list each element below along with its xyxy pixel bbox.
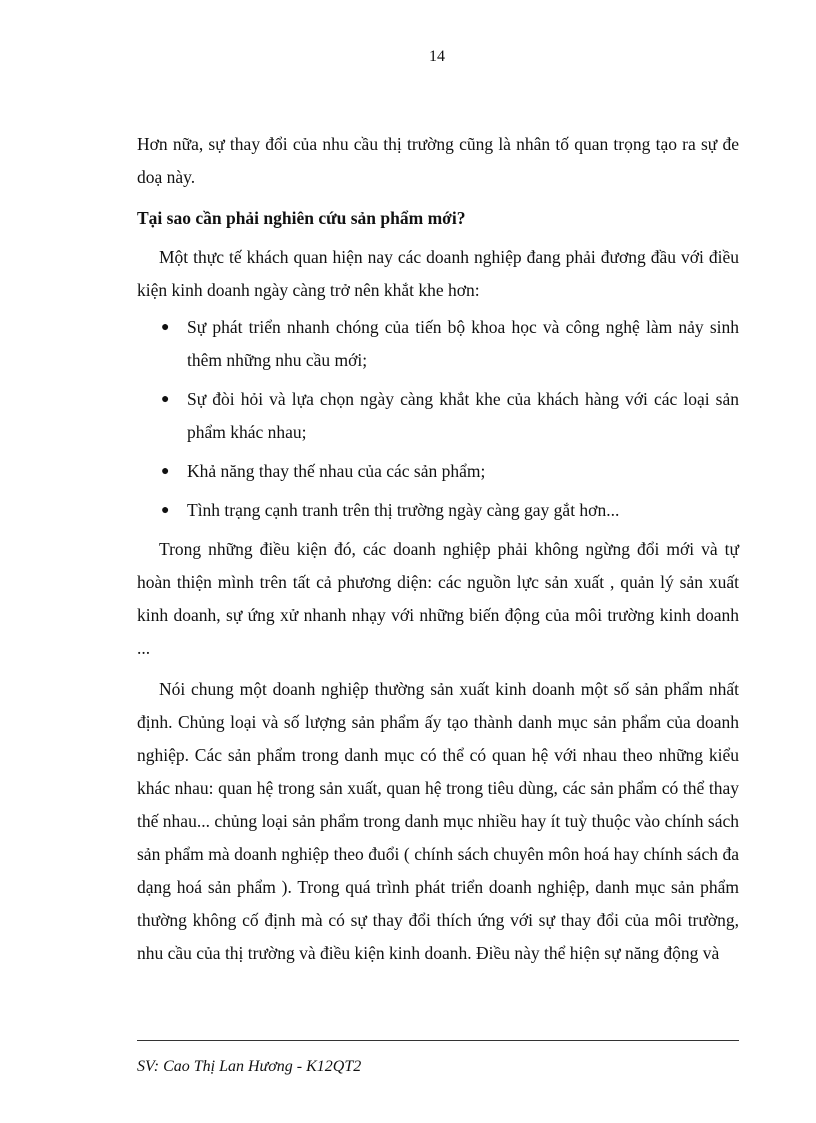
bullet-icon: ● [161,392,170,407]
bullet-text: Sự phát triển nhanh chóng của tiến bộ khoa học và công nghệ làm nảy sinh thêm những nhu cầu mới; [187,317,739,370]
document-body [137,128,739,970]
bullet-item [137,383,739,449]
footer-student-info: SV: Cao Thị Lan Hương - K12QT2 [137,1058,362,1075]
page-number: 14 [429,48,445,65]
bullet-list [137,311,739,527]
bullet-item [137,494,739,527]
bullet-text: Sự đòi hỏi và lựa chọn ngày càng khắt khe của khách hàng với các loại sản phẩm khác nhau; [187,389,739,442]
bullet-text: Tình trạng cạnh tranh trên thị trường ngày càng gay gắt hơn... [187,500,620,520]
bullet-text: Khả năng thay thế nhau của các sản phẩm; [187,461,486,481]
bullet-item [137,311,739,377]
bullet-icon: ● [161,320,170,335]
paragraph-conditions: Trong những điều kiện đó, các doanh nghiệp phải không ngừng đổi mới và tự hoàn thiện mình trên tất cả phương diện: các nguồn lực sản xuất , quản lý sản xuất kinh doanh, sự ứng xử nhanh nhạy với những biến động của môi trường kinh doanh ... [137,539,739,658]
bullet-icon: ● [161,503,170,518]
bullet-icon: ● [161,464,170,479]
paragraph-context: Một thực tế khách quan hiện nay các doanh nghiệp đang phải đương đầu với điều kiện kinh doanh ngày càng trở nên khắt khe hơn: [137,247,739,300]
paragraph-intro: Hơn nữa, sự thay đổi của nhu cầu thị trường cũng là nhân tố quan trọng tạo ra sự đe doạ này. [137,134,739,187]
bullet-item [137,455,739,488]
section-heading: Tại sao cần phải nghiên cứu sản phẩm mới? [137,208,466,228]
footer-divider [137,1040,739,1041]
paragraph-product-portfolio: Nói chung một doanh nghiệp thường sản xuất kinh doanh một số sản phẩm nhất định. Chủng loại và số lượng sản phẩm ấy tạo thành danh mục sản phẩm của doanh nghiệp. Các sản phẩm trong danh mục có thể có quan hệ với nhau theo những kiểu khác nhau: quan hệ trong sản xuất, quan hệ trong tiêu dùng, các sản phẩm có thể thay thế nhau... chủng loại sản phẩm trong danh mục nhiều hay ít tuỳ thuộc vào chính sách sản phẩm mà doanh nghiệp theo đuổi ( chính sách chuyên môn hoá hay chính sách đa dạng hoá sản phẩm ). Trong quá trình phát triển doanh nghiệp, danh mục sản phẩm thường không cố định mà có sự thay đổi thích ứng với sự thay đổi của môi trường, nhu cầu của thị trường và điều kiện kinh doanh. Điều này thể hiện sự năng động và [137,679,739,963]
